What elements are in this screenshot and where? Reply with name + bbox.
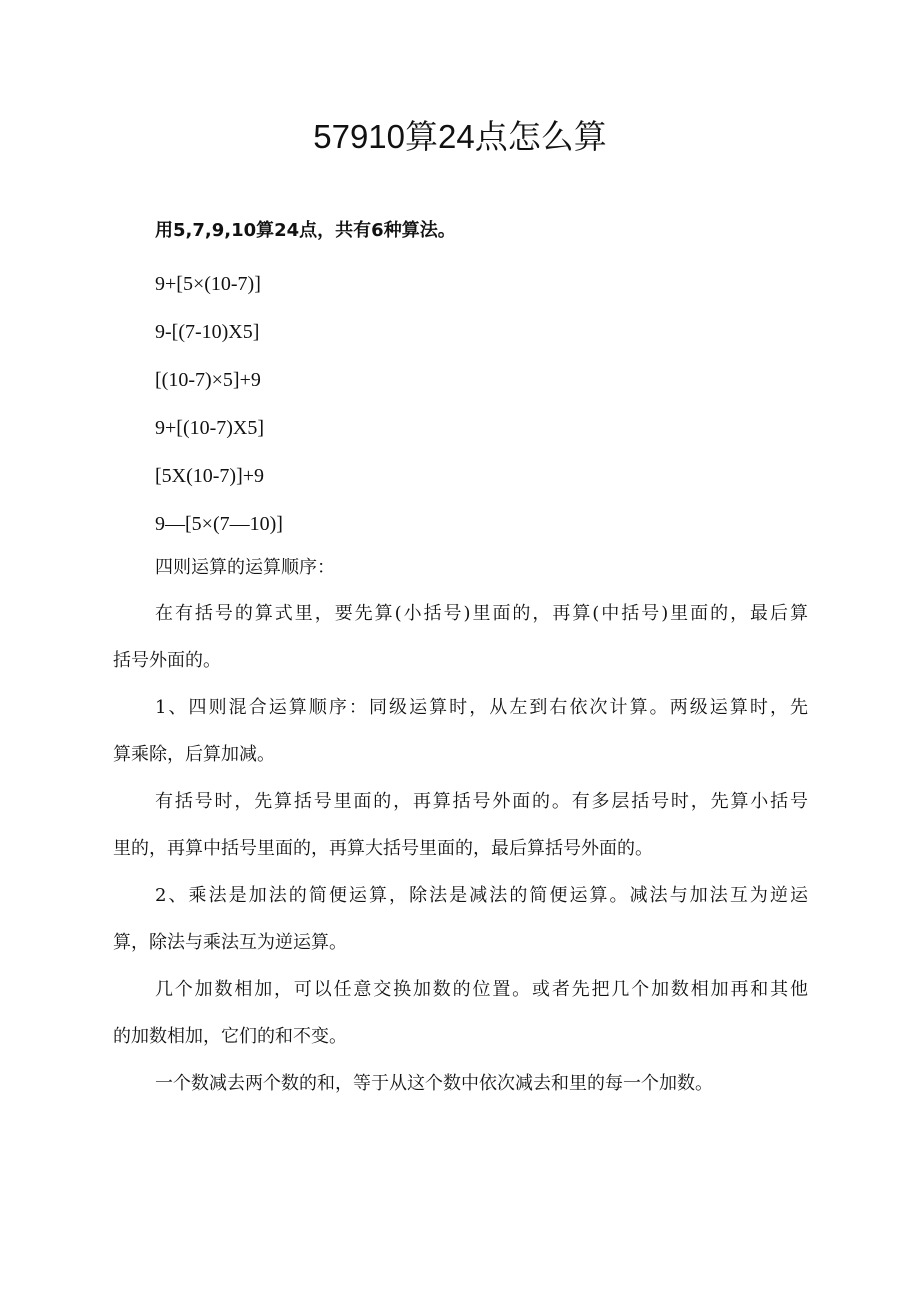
- formula-6: 9—[5×(7—10)]: [155, 513, 283, 535]
- formula-1: 9+[5×(10-7)]: [155, 273, 261, 295]
- paragraph-1-line-1: 在有括号的算式里，要先算(小括号)里面的，再算(中括号)里面的，最后算: [155, 603, 808, 624]
- paragraph-5-line-1: 几个加数相加，可以任意交换加数的位置。或者先把几个加数相加再和其他: [155, 979, 808, 1000]
- paragraph-2-line-2: 算乘除，后算加减。: [113, 744, 275, 765]
- document-title: 57910算24点怎么算: [313, 118, 607, 155]
- formula-2: 9-[(7-10)X5]: [155, 321, 260, 343]
- paragraph-4-line-2: 算，除法与乘法互为逆运算。: [113, 932, 347, 953]
- section-heading: 四则运算的运算顺序：: [155, 557, 335, 578]
- paragraph-6-line-1: 一个数减去两个数的和，等于从这个数中依次减去和里的每一个加数。: [155, 1073, 713, 1094]
- formula-4: 9+[(10-7)X5]: [155, 417, 265, 439]
- paragraph-1-line-2: 括号外面的。: [113, 650, 221, 671]
- formula-5: [5X(10-7)]+9: [155, 465, 265, 487]
- paragraph-4-line-1: 2、乘法是加法的简便运算，除法是减法的简便运算。减法与加法互为逆运: [155, 885, 808, 906]
- formula-3: [(10-7)×5]+9: [155, 369, 261, 391]
- subtitle: 用5,7,9,10算24点，共有6种算法。: [155, 220, 456, 241]
- paragraph-2-line-1: 1、四则混合运算顺序：同级运算时，从左到右依次计算。两级运算时，先: [155, 697, 808, 718]
- paragraph-3-line-2: 里的，再算中括号里面的，再算大括号里面的，最后算括号外面的。: [113, 838, 653, 859]
- paragraph-3-line-1: 有括号时，先算括号里面的，再算括号外面的。有多层括号时，先算小括号: [155, 791, 808, 812]
- paragraph-5-line-2: 的加数相加，它们的和不变。: [113, 1026, 347, 1047]
